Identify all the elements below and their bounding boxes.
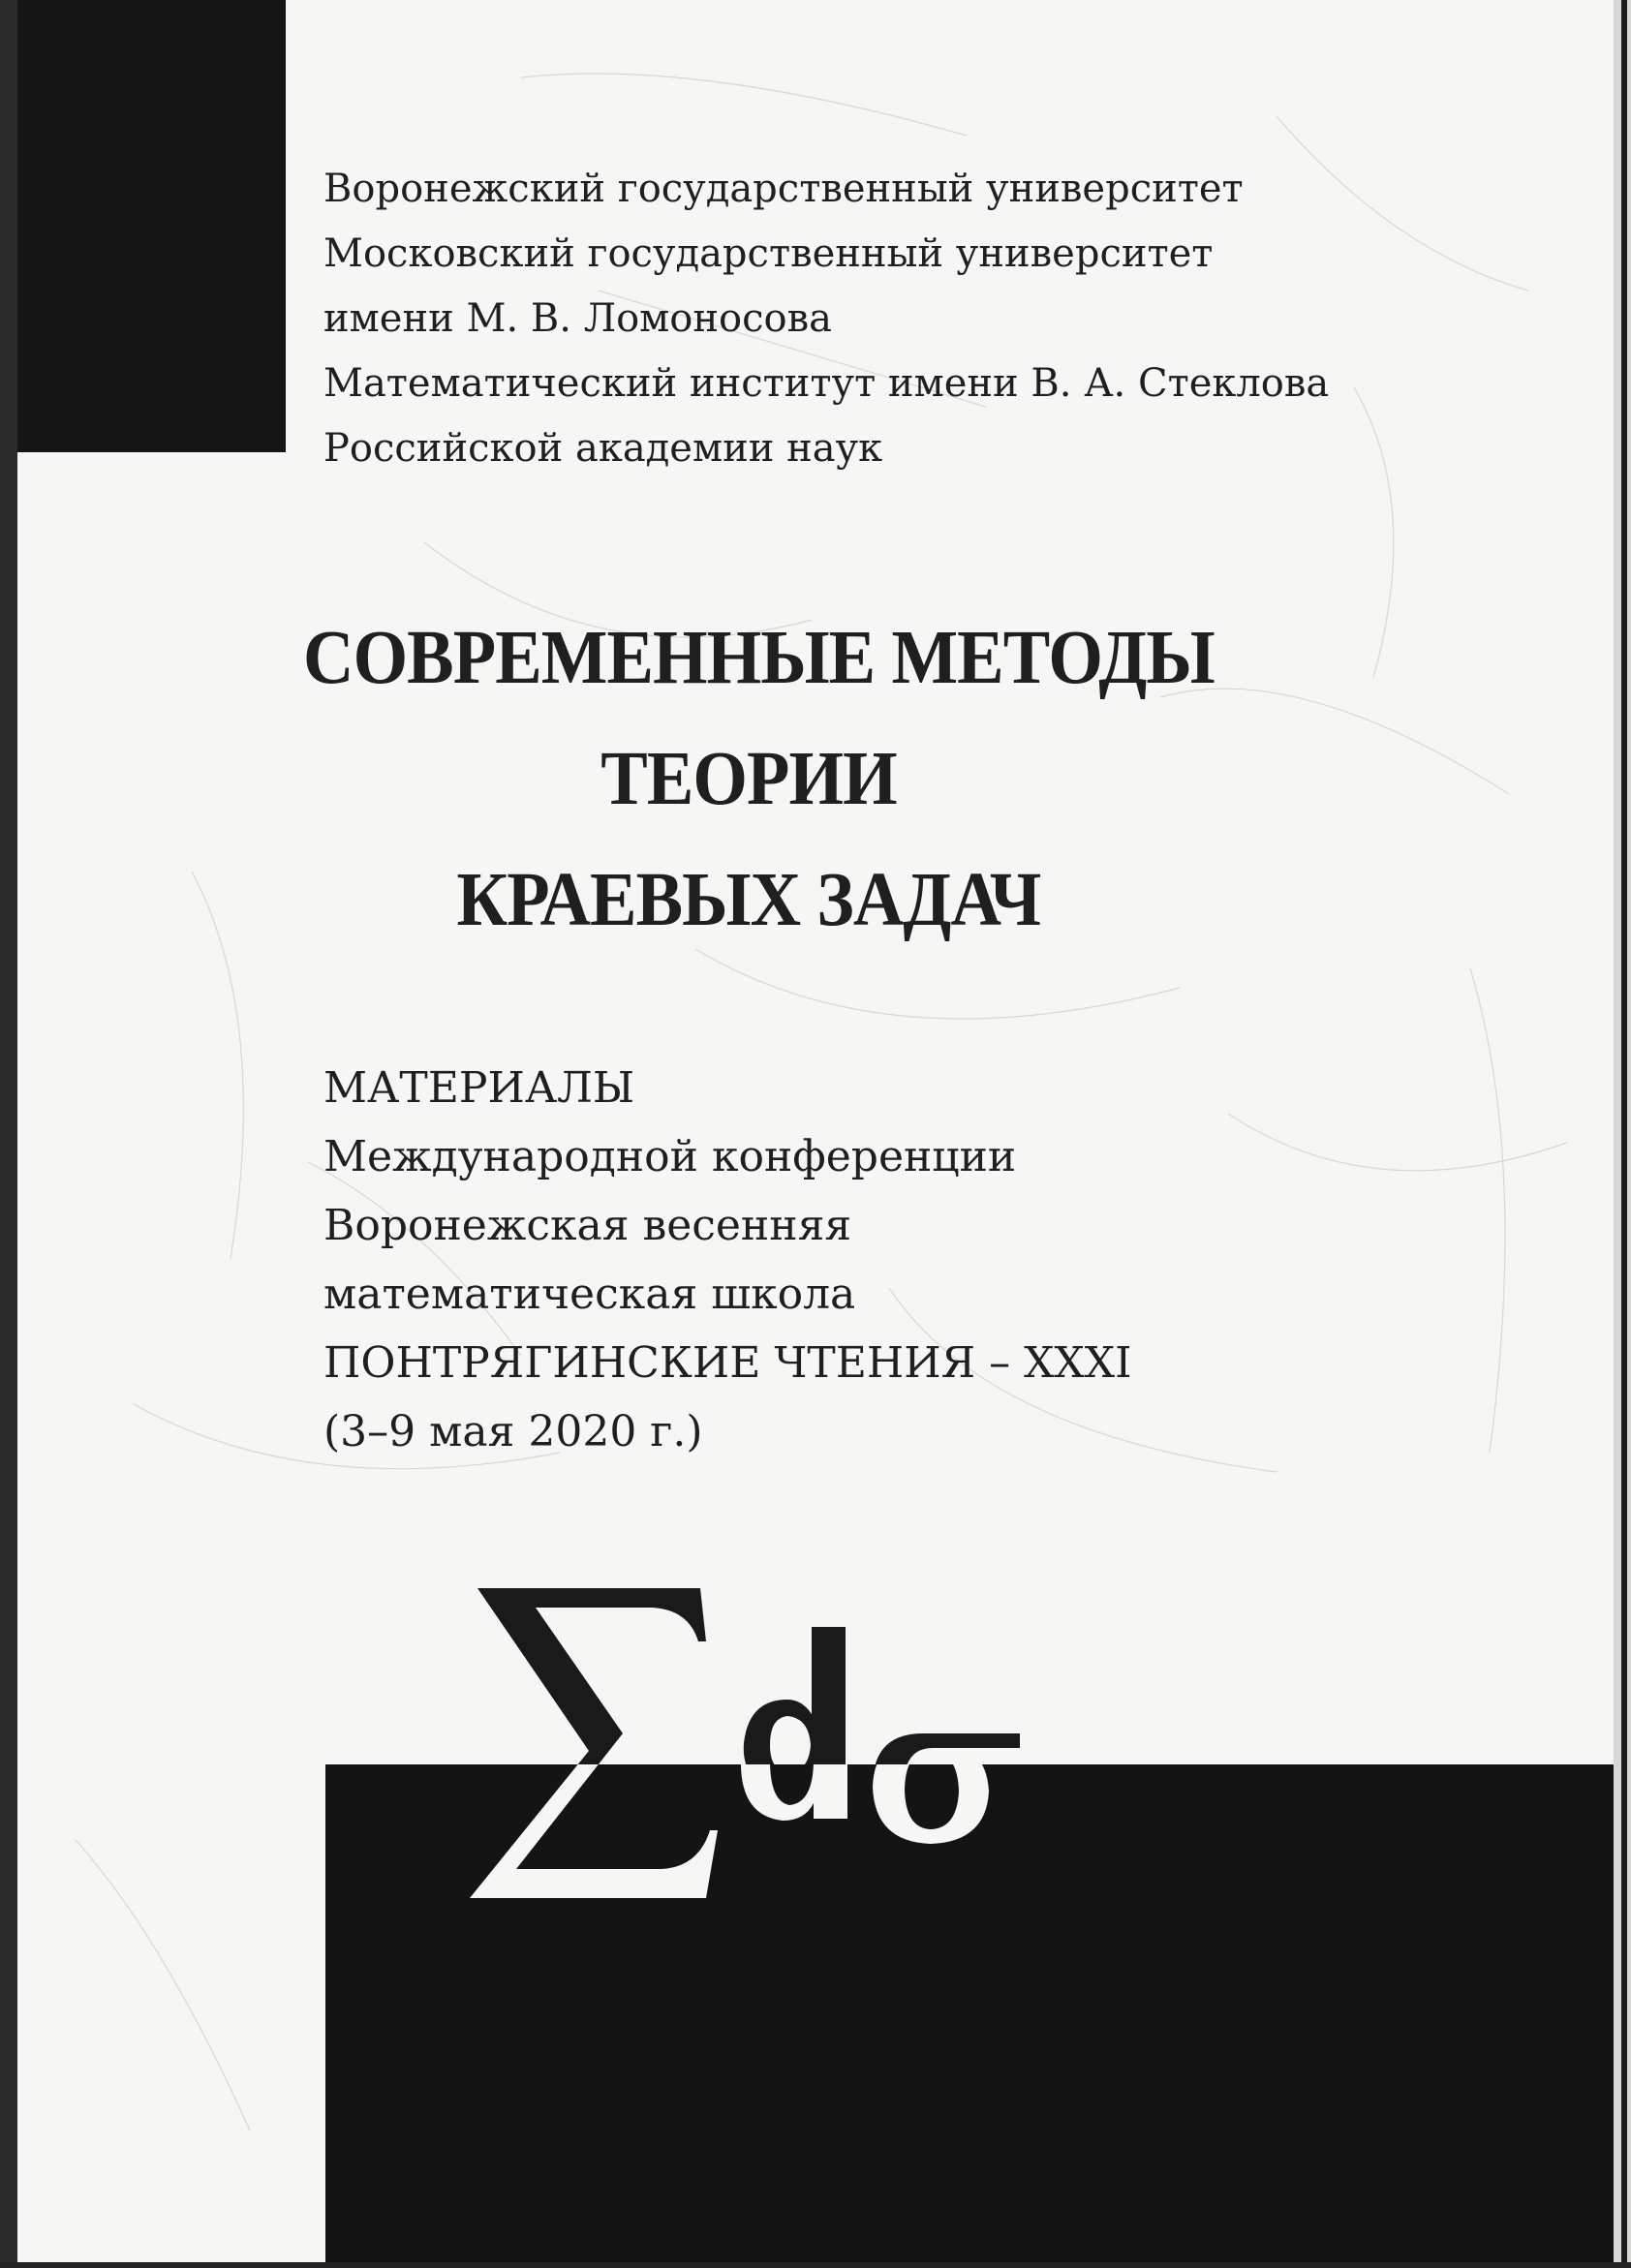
organization-line: Московский государственный университет [323,231,1214,276]
organization-line: Российской академии наук [323,426,883,471]
organization-line: Воронежский государственный университет [323,167,1244,211]
subtitle-line: (3–9 мая 2020 г.) [323,1407,703,1456]
subtitle-line: Воронежская весенняя [323,1201,852,1250]
conference-info [323,1054,1131,1466]
book-cover [17,0,1616,2268]
subtitle-line: МАТЕРИАЛЫ [323,1063,635,1113]
title-line: ТЕОРИИ [600,737,897,821]
book-title [303,598,1215,961]
organization-line: Математический институт имени В. А. Стеклова [323,361,1330,406]
sum-d-sigma-logo [468,1588,1030,1932]
organization-line: имени М. В. Ломоносова [323,296,832,341]
scan-edge-right [1614,0,1631,2268]
scan-edge-shadow [1621,0,1627,2268]
organizations-list [323,157,1329,481]
scan-edge-bottom [0,2262,1631,2268]
subtitle-line: математическая школа [323,1270,856,1319]
title-line: КРАЕВЫХ ЗАДАЧ [456,858,1041,942]
top-left-black-block [17,0,286,452]
subtitle-line: ПОНТРЯГИНСКИЕ ЧТЕНИЯ – XXXI [323,1338,1132,1388]
title-line: СОВРЕМЕННЫЕ МЕТОДЫ [303,616,1215,700]
subtitle-line: Международной конференции [323,1132,1017,1181]
